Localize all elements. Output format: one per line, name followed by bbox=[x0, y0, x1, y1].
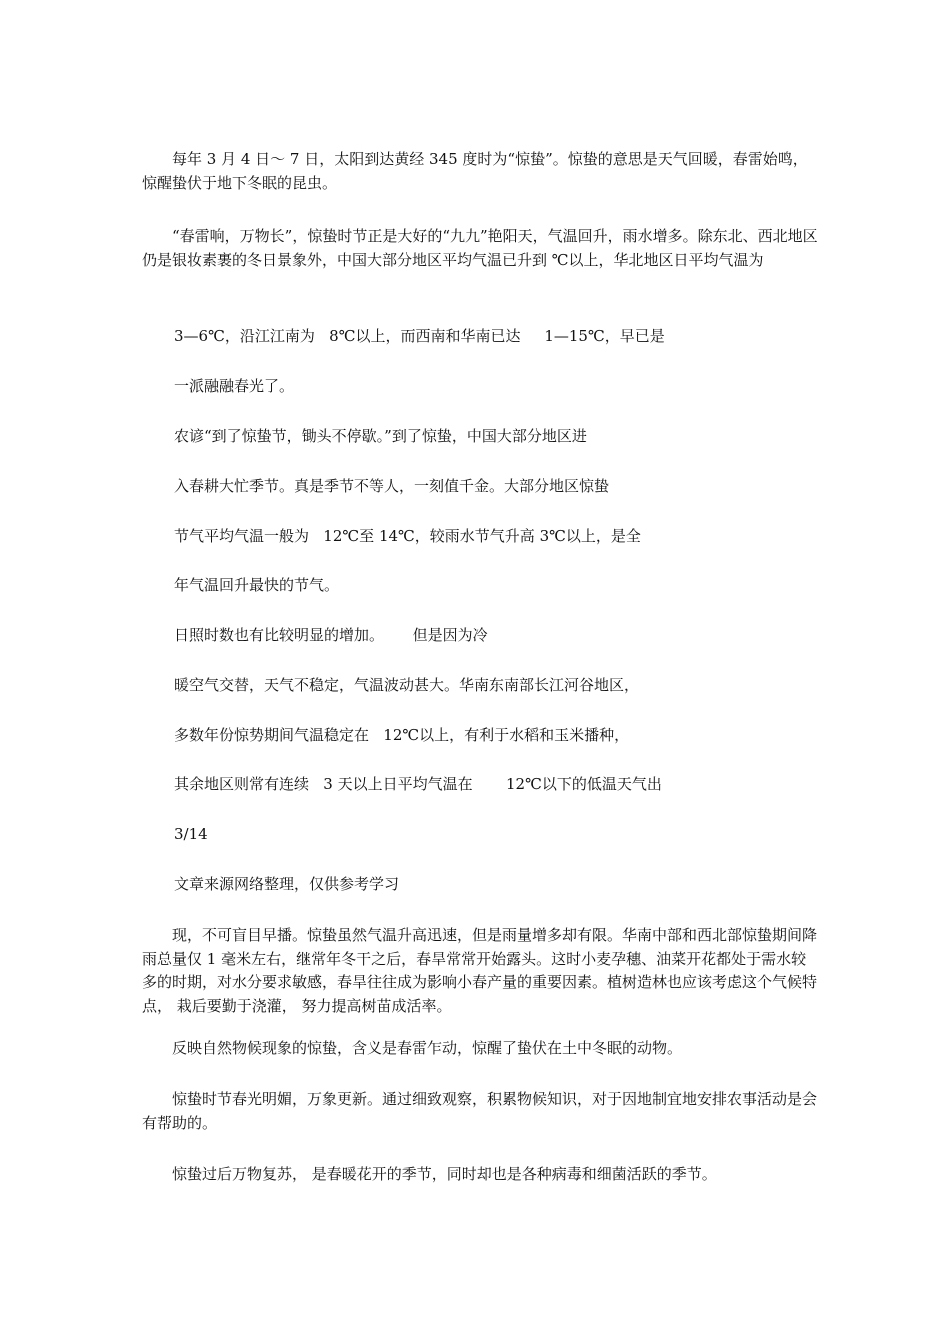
text-line: 年气温回升最快的节气。 bbox=[174, 576, 340, 594]
paragraph-text: 现，不可盲目早播。惊蛰虽然气温升高迅速，但是雨量增多却有限。华南中部和西北部惊蛰期间降雨总量仅 1 毫米左右，继常年冬干之后，春旱常常开始露头。这时小麦孕穗、油菜开花都处于需水较多的时期，对水分要求敏感，春旱往往成为影响小春产量的重要因素。植树造林也应该考虑这个气候特点， 栽后要勤于浇灌， 努力提高树苗成活率。 bbox=[142, 926, 818, 1015]
text-line: 多数年份惊势期间气温稳定在 12℃以上，有利于水稻和玉米播种， bbox=[174, 726, 630, 744]
paragraph-text: 反映自然物候现象的惊蛰，含义是春雷乍动，惊醒了蛰伏在土中冬眠的动物。 bbox=[172, 1039, 683, 1057]
text-line: 节气平均气温一般为 12℃至 14℃，较雨水节气升高 3℃以上，是全 bbox=[174, 527, 641, 545]
paragraph-spring-thunder bbox=[142, 225, 818, 272]
paragraph-revival bbox=[142, 1163, 818, 1187]
text-line: 一派融融春光了。 bbox=[174, 377, 295, 395]
text-line: 入春耕大忙季节。真是季节不等人，一刻值千金。大部分地区惊蛰 bbox=[174, 477, 610, 495]
paragraph-phenology bbox=[142, 1037, 818, 1061]
text-line: 3—6℃，沿江江南为 8℃以上，而西南和华南已达 1—15℃，早已是 bbox=[174, 327, 665, 345]
paragraph-intro bbox=[142, 148, 818, 195]
paragraph-text: 惊蛰时节春光明媚，万象更新。通过细致观察，积累物候知识，对于因地制宜地安排农事活动是会有帮助的。 bbox=[142, 1090, 818, 1132]
text-line: 日照时数也有比较明显的增加。 但是因为冷 bbox=[174, 626, 488, 644]
paragraph-text: “春雷响，万物长”，惊蛰时节正是大好的“九九”艳阳天，气温回升，雨水增多。除东北、西北地区仍是银妆素裹的冬日景象外，中国大部分地区平均气温已升到 ℃以上，华北地区日平均气温为 bbox=[142, 227, 818, 269]
text-line: 农谚“到了惊蛰节，锄头不停歇。”到了惊蛰，中国大部分地区进 bbox=[174, 427, 587, 445]
paragraph-observation bbox=[142, 1088, 818, 1135]
text-line: 暖空气交替，天气不稳定，气温波动甚大。华南东南部长江河谷地区， bbox=[174, 676, 640, 694]
paragraph-text: 惊蛰过后万物复苏， 是春暖花开的季节，同时却也是各种病毒和细菌活跃的季节。 bbox=[172, 1165, 717, 1183]
source-note: 文章来源网络整理，仅供参考学习 bbox=[174, 875, 400, 893]
page-number: 3/14 bbox=[174, 825, 208, 843]
text-line: 其余地区则常有连续 3 天以上日平均气温在 12℃以下的低温天气出 bbox=[174, 775, 662, 793]
paragraph-drought bbox=[142, 924, 818, 1018]
paragraph-text: 每年 3 月 4 日～ 7 日，太阳到达黄经 345 度时为“惊蛰”。惊蛰的意思是天气回暖，春雷始鸣，惊醒蛰伏于地下冬眠的昆虫。 bbox=[142, 150, 808, 192]
